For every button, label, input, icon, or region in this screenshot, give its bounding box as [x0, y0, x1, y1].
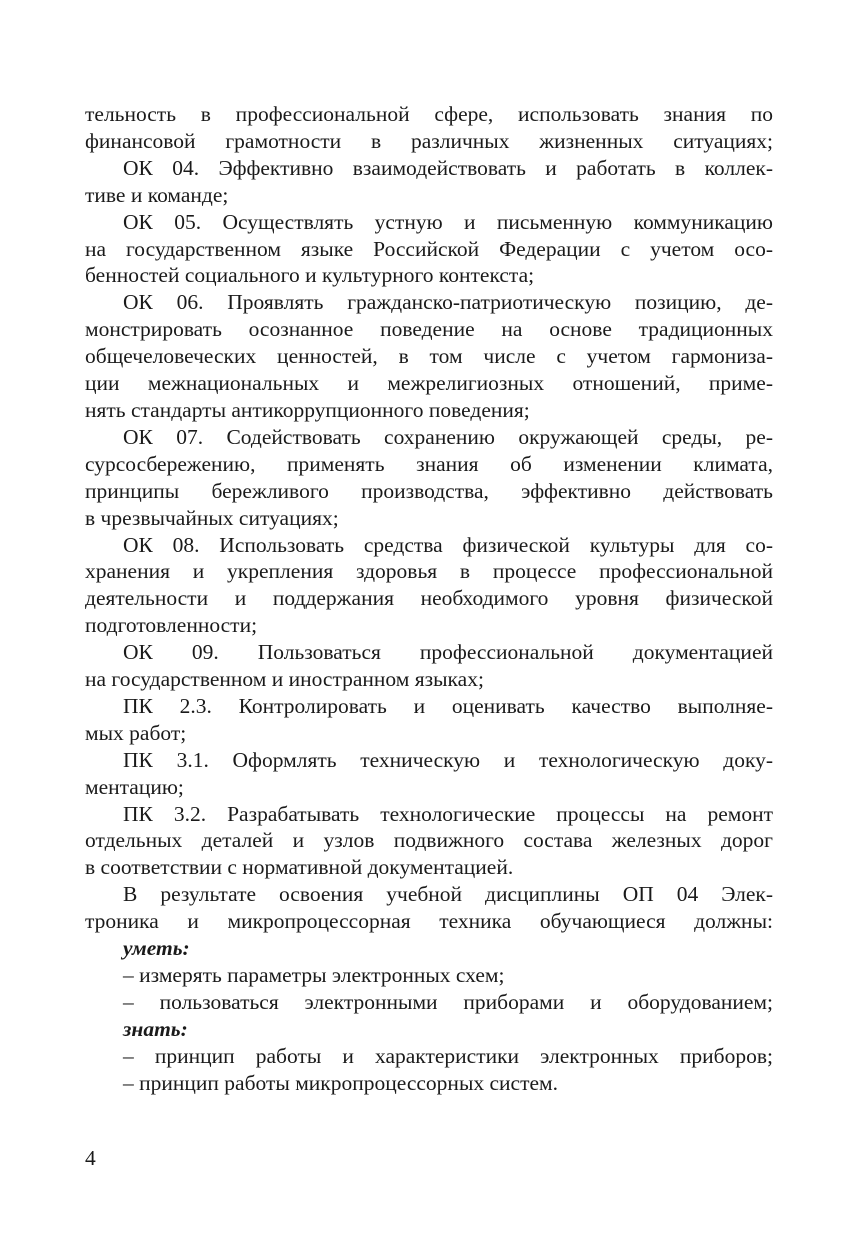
text-line: на государственном языке Российской Федерации с учетом осо- [85, 236, 773, 261]
text-line: мых работ; [85, 720, 187, 745]
paragraph [85, 532, 773, 640]
list-item [85, 1043, 773, 1070]
text-line: отдельных деталей и узлов подвижного состава железных дорог [85, 828, 773, 853]
text-line: тиве и команде; [85, 182, 229, 207]
paragraph [85, 101, 773, 155]
list-item [85, 989, 773, 1016]
paragraph [85, 881, 773, 935]
text-line: сурсосбережению, применять знания об изменении климата, [85, 451, 773, 476]
section-heading [85, 935, 773, 962]
paragraph [85, 155, 773, 209]
text-line: троника и микропроцессорная техника обучающиеся должны: [85, 909, 773, 934]
text-line: – принцип работы и характеристики электронных приборов; [123, 1043, 773, 1068]
paragraph [85, 747, 773, 801]
text-line: тельность в профессиональной сфере, использовать знания по [85, 102, 773, 126]
text-line: – пользоваться электронными приборами и оборудованием; [123, 989, 773, 1014]
paragraph [85, 209, 773, 290]
paragraph [85, 639, 773, 693]
text-line: ОК 07. Содействовать сохранению окружающей среды, ре- [123, 424, 773, 449]
text-line: – принцип работы микропроцессорных систем. [123, 1070, 559, 1095]
text-line: монстрировать осознанное поведение на основе традиционных [85, 317, 773, 342]
list-item [85, 962, 773, 989]
text-line: деятельности и поддержания необходимого уровня физической [85, 586, 773, 611]
text-line: В результате освоения учебной дисциплины ОП 04 Элек- [123, 882, 773, 907]
text-line: ОК 05. Осуществлять устную и письменную коммуникацию [123, 209, 773, 234]
text-line: подготовленности; [85, 613, 258, 638]
text-line: хранения и укрепления здоровья в процессе профессиональной [85, 559, 773, 584]
text-line: принципы бережливого производства, эффективно действовать [85, 478, 773, 503]
text-line: общечеловеческих ценностей, в том числе с учетом гармониза- [85, 344, 773, 369]
text-line: ОК 04. Эффективно взаимодействовать и работать в коллек- [123, 155, 773, 180]
text-line: ментацию; [85, 774, 184, 799]
section-heading [85, 1016, 773, 1043]
text-line: ОК 08. Использовать средства физической культуры для со- [123, 532, 773, 557]
page-body [85, 101, 773, 1097]
paragraph [85, 801, 773, 882]
text-line: ОК 09. Пользоваться профессиональной документацией [123, 640, 773, 665]
text-line: на государственном и иностранном языках; [85, 667, 484, 692]
text-line: ПК 3.2. Разрабатывать технологические процессы на ремонт [123, 801, 773, 826]
text-line: ПК 2.3. Контролировать и оценивать качество выполняе- [123, 693, 773, 718]
text-line: ПК 3.1. Оформлять техническую и технологическую доку- [123, 747, 773, 772]
paragraph [85, 289, 773, 424]
paragraph [85, 424, 773, 532]
paragraph [85, 693, 773, 747]
text-line: нять стандарты антикоррупционного поведения; [85, 397, 530, 422]
text-line: бенностей социального и культурного контекста; [85, 263, 535, 288]
text-line: ции межнациональных и межрелигиозных отношений, приме- [85, 371, 773, 396]
page-number: 4 [85, 1146, 96, 1170]
text-line: ОК 06. Проявлять гражданско-патриотическую позицию, де- [123, 290, 773, 315]
text-line: в чрезвычайных ситуациях; [85, 505, 339, 530]
text-line: в соответствии с нормативной документацией. [85, 855, 514, 880]
text-line: финансовой грамотности в различных жизненных ситуациях; [85, 128, 773, 153]
text-line: – измерять параметры электронных схем; [123, 963, 505, 987]
text-line: знать: [123, 1016, 188, 1041]
text-line: уметь: [123, 936, 190, 961]
list-item [85, 1070, 773, 1097]
